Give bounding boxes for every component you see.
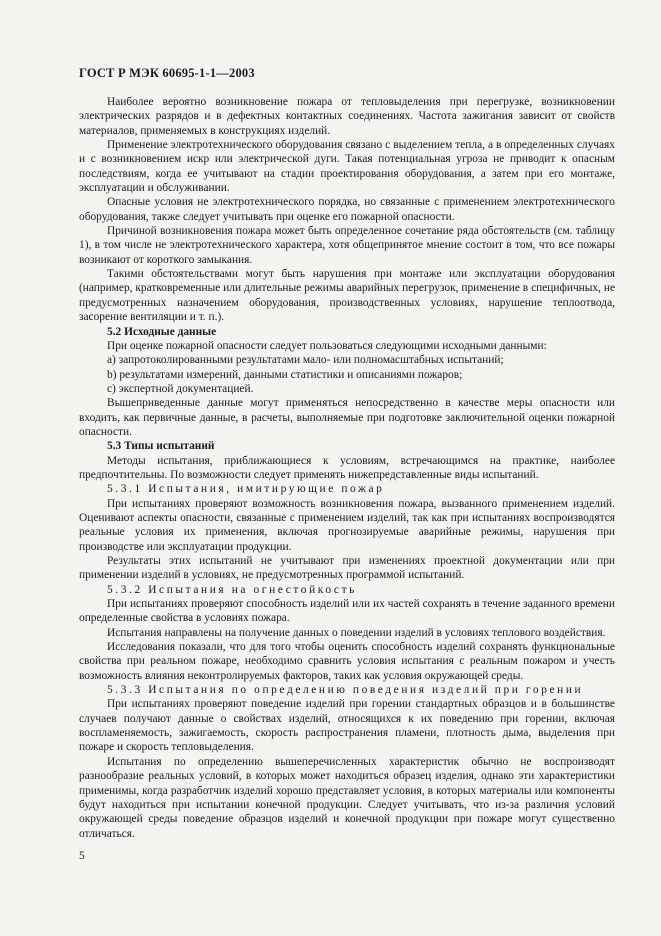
list-item: b) результатами измерений, данными статистики и описаниями пожаров; [107, 368, 463, 381]
paragraph: При испытаниях проверяют поведение изделий при горении стандартных образцов и в большинстве случаев получают данные о свойствах изделий, относящихся к их поведению при горении, включая воспламеняемость, зажигаемость, скорость распространения пламени, плотность дыма, выделения при пожаре и скорость тепловыделения. [79, 698, 615, 754]
section-heading-5-2: 5.2 Исходные данные [107, 325, 217, 338]
subsection-heading-5-3-2: 5.3.2 Испытания на огнестойкость [107, 583, 357, 596]
page-number: 5 [79, 850, 85, 862]
subsection-heading-5-3-1: 5.3.1 Испытания, имитирующие пожар [107, 483, 385, 496]
paragraph: Результаты этих испытаний не учитывают при изменениях проектной документации или при применении изделий в условиях, не предусмотренных программой испытаний. [79, 555, 615, 582]
paragraph: При оценке пожарной опасности следует пользоваться следующими исходными данными: [107, 339, 547, 352]
paragraph: Исследования показали, что для того чтобы оценить способность изделий сохранять функциональные свойства при реальном пожаре, необходимо сравнить условия испытания с реальным пожаром и учесть возможность влияния неконтролируемых факторов, таких как условия окружающей среды. [79, 641, 615, 682]
document-header: ГОСТ Р МЭК 60695-1-1—2003 [79, 66, 255, 80]
paragraph: Наиболее вероятно возникновение пожара от тепловыделения при перегрузке, возникновении электрических разрядов и в дефектных контактных соединениях. Частота зажигания зависит от свойств материалов, применяемых в конструкциях изделий. [79, 96, 615, 137]
paragraph: Такими обстоятельствами могут быть нарушения при монтаже или эксплуатации оборудования (например, кратковременные или длительные режимы аварийных перегрузок, применение в специфичных, не предусмотренных назначением оборудования, производственных условиях, нарушение теплоотвода, засорение вентиляции и т. п.). [79, 268, 615, 324]
paragraph: Испытания направлены на получение данных о поведении изделий в условиях теплового воздействия. [107, 626, 606, 639]
paragraph: Вышеприведенные данные могут применяться непосредственно в качестве меры опасности или входить, как первичные данные, в расчеты, выполняемые при подготовке заключительной оценки пожарной опасности. [79, 397, 615, 438]
paragraph: При испытаниях проверяют возможность возникновения пожара, вызванного применением изделий. Оценивают аспекты опасности, связанные с применением изделий, так как при испытаниях воспроизводятся реальные условия их применения, включая прогнозируемые аварийные режимы, нарушения при производстве или эксплуатации продукции. [79, 497, 615, 553]
paragraph: Методы испытания, приближающиеся к условиям, встречающимся на практике, наиболее предпочтительны. По возможности следует применять нижепредставленные виды испытаний. [79, 454, 615, 481]
list-item: a) запротоколированными результатами мало- или полномасштабных испытаний; [107, 354, 504, 367]
paragraph: Применение электротехнического оборудования связано с выделением тепла, а в определенных случаях и с возникновением искр или электрической дуги. Такая потенциальная угроза не приводит к опасным последствиям, когда ее учитывают на стадии проектирования оборудования, а затем при его монтаже, эксплуатации и обслуживании. [79, 139, 615, 195]
list-item: c) экспертной документацией. [107, 382, 254, 395]
paragraph: При испытаниях проверяют способность изделий или их частей сохранять в течение заданного времени определенные свойства в условиях пожара. [79, 598, 615, 625]
paragraph: Причиной возникновения пожара может быть определенное сочетание ряда обстоятельств (см. таблицу 1), в том числе не электротехнического характера, хотя общепринятое мнение состоит в том, что все пожары возникают от короткого замыкания. [79, 225, 615, 266]
subsection-heading-5-3-3: 5.3.3 Испытания по определению поведения изделий при горении [107, 684, 584, 697]
section-heading-5-3: 5.3 Типы испытаний [107, 440, 215, 453]
paragraph: Испытания по определению вышеперечисленных характеристик обычно не воспроизводят разнообразие реальных условий, в которых может находиться образец изделия, однако эти характеристики применимы, когда разработчик изделий хорошо представляет условия, в которых материалы или компоненты будут находиться при испытании конечной продукции. Следует учитывать, что из-за различия условий окружающей среды поведение образцов изделий и конечной продукции при пожаре могут существенно отличаться. [79, 755, 615, 840]
paragraph: Опасные условия не электротехнического порядка, но связанные с применением электротехнического оборудования, также следует учитывать при оценке его пожарной опасности. [79, 196, 615, 223]
document-body [79, 95, 615, 841]
